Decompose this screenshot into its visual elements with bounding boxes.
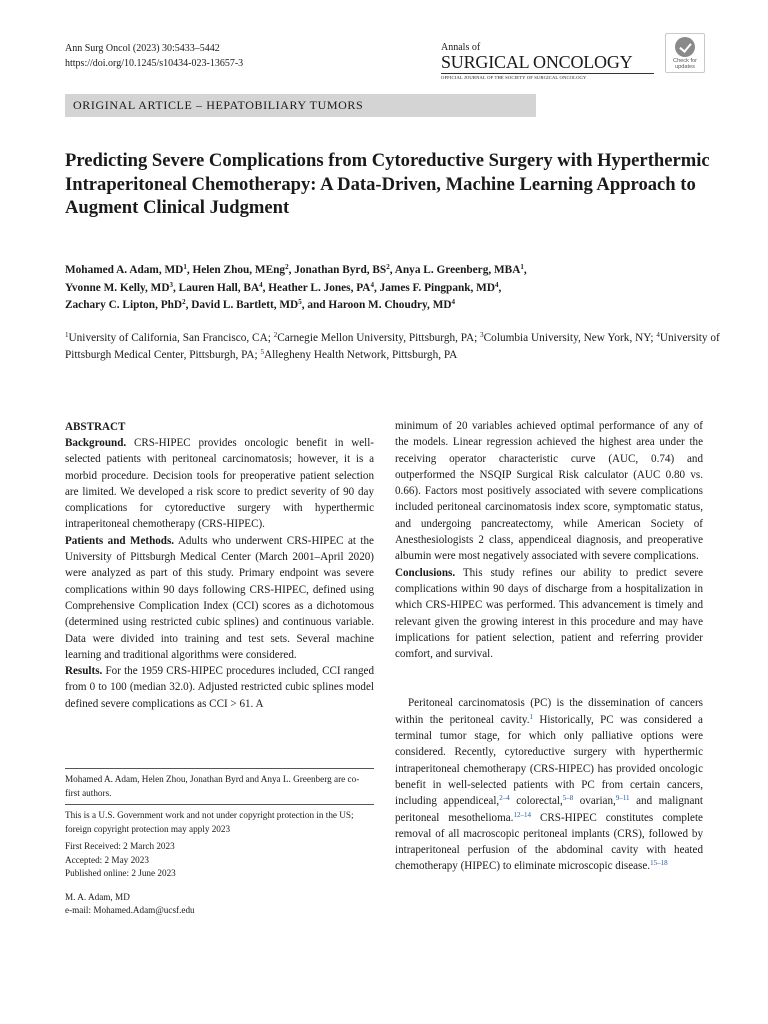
affiliation-number: 5	[260, 348, 264, 356]
journal-name-small: Annals of	[441, 42, 481, 53]
check-updates-line2: updates	[675, 64, 695, 70]
affiliation-text: Allegheny Health Network, Pittsburgh, PA	[263, 349, 458, 361]
corresponding-email[interactable]: e-mail: Mohamed.Adam@ucsf.edu	[65, 905, 195, 915]
methods-text: Adults who underwent CRS-HIPEC at the University of Pittsburgh Medical Center (March 2001–April 2020) were analyzed as part of this study. Primary endpoint was severe complications within 90 days following CRS-HIPEC, defined using Comprehensive Complication Index (CCI) scores as a dichotomous (determined using restricted cubic splines) and continuous variable. Data were divided into training and test sets. Several machine learning and traditional algorithms were considered.	[65, 534, 374, 661]
author-affiliation-marker: 2	[182, 298, 186, 306]
article-category: ORIGINAL ARTICLE – HEPATOBILIARY TUMORS	[73, 98, 364, 112]
affiliation-number: 2	[273, 331, 278, 339]
affiliation-number: 3	[480, 331, 484, 339]
affiliation-text: Columbia University, New York, NY;	[483, 332, 657, 344]
footnote-divider	[65, 768, 374, 769]
author-affiliation-marker: 2	[285, 263, 289, 271]
results-label: Results.	[65, 665, 103, 678]
received-date: First Received: 2 March 2023	[65, 841, 175, 851]
author-affiliation-marker: 4	[259, 280, 263, 289]
author-name: Heather L. Jones, PA	[268, 281, 371, 294]
check-updates-line1: Check for	[673, 58, 697, 64]
affiliation-text: Carnegie Mellon University, Pittsburgh, PA;	[277, 332, 481, 344]
abstract-methods	[65, 533, 374, 663]
affiliation-text: University of Pittsburgh Medical Center, Pittsburgh, PA;	[65, 332, 720, 361]
abstract-results-continued: minimum of 20 variables achieved optimal performance of any of the models. Linear regression achieved the highest area under the receiving operator characteristic curve (AUC, 0.74) and outperformed the NSQIP Surgical Risk calculator (AUC 0.80 vs. 0.66). Factors most positively associated with severe complications included peritoneal carcinomatosis index score, symptomatic status, and undergoing pancreatectomy, while American Society of Anesthesiologists 2 class, appendiceal diagnosis, and preoperative albumin were most negatively associated with severe complications.	[395, 420, 703, 563]
affiliation-number: 4	[656, 331, 660, 339]
author-affiliation-marker: 4	[451, 298, 456, 306]
abstract-column-right	[395, 418, 703, 875]
journal-name: SURGICAL ONCOLOGY	[441, 52, 633, 72]
abstract-background	[65, 435, 374, 533]
footnotes	[65, 768, 374, 922]
published-date: Published online: 2 June 2023	[65, 868, 176, 878]
author-name: James F. Pingpank, MD	[379, 281, 495, 294]
author-list: Mohamed A. Adam, $MD^1$, Helen Zhou, MEng$^2$, Jonathan Byrd, $BS^2$, Anya L. Greenberg, MBA$^1$, Yvonne M. Kelly, $MD^3$, Lauren Hall, $BA^4$, Heather L. Jones, $PA^4$, James F. Pingpank, $MD^4$, Zachary C. Lipton, PhD$^2$, David L. Bartlett, $MD^5$, and Haroon M. Choudry, $MD^4$	[65, 263, 527, 311]
author-name: Helen Zhou, MEng	[192, 264, 286, 276]
author-affiliation-marker: 1	[520, 263, 524, 271]
check-badge-icon	[675, 37, 695, 57]
author-affiliation-marker: 4	[370, 280, 374, 289]
citation-volume: Ann Surg Oncol (2023) 30:5433–5442	[65, 43, 220, 54]
check-updates-label	[666, 58, 704, 70]
background-text: CRS-HIPEC provides oncologic benefit in well-selected patients with peritoneal carcinomatosis; however, it is a morbid procedure. Decision tools for preoperative patient selection are limited. We developed a risk score to predict severity of 90 day complications for cytoreductive surgery with hyperthermic intraperitoneal chemotherapy (CRS-HIPEC).	[65, 437, 374, 531]
author-name: Yvonne M. Kelly, MD	[65, 281, 170, 294]
accepted-date: Accepted: 2 May 2023	[65, 854, 149, 865]
affiliation-list	[65, 330, 725, 364]
abstract-conclusions	[395, 565, 703, 663]
author-name: Haroon M. Choudry, MD	[328, 299, 452, 311]
citation-link[interactable]: 1	[529, 712, 533, 721]
author-name: Mohamed A. Adam, MD	[65, 264, 184, 276]
citation-link[interactable]: 2–4	[499, 794, 510, 803]
author-affiliation-marker: 5	[298, 298, 302, 306]
affiliation-text: University of California, San Francisco, CA;	[68, 332, 274, 344]
conclusions-label: Conclusions.	[395, 566, 456, 579]
doi-link[interactable]: https://doi.org/10.1245/s10434-023-13657-3	[65, 58, 244, 69]
conclusions-text: This study refines our ability to predict severe complications within 90 days of discharge from a hospitalization in which CRS-HIPEC was performed. This advancement is timely and relevant given the growing interest in this procedure and may have implications for patient selection, patient and referring provider comfort, and survival.	[395, 566, 703, 661]
author-name: Lauren Hall, BA	[178, 281, 260, 294]
author-name: Anya L. Greenberg, MBA	[394, 264, 521, 276]
cofirst-note: Mohamed A. Adam, Helen Zhou, Jonathan Byrd and Anya L. Greenberg are co-first authors.	[65, 774, 360, 798]
affiliation-number: 1	[65, 331, 69, 339]
author-affiliation-marker: 4	[495, 280, 499, 289]
citation-link[interactable]: 15–18	[650, 859, 668, 868]
author-name: David L. Bartlett, MD	[191, 299, 299, 311]
author-affiliation-marker: 1	[183, 263, 187, 271]
methods-label: Patients and Methods.	[65, 534, 175, 547]
citation-link[interactable]: 9–11	[615, 794, 630, 803]
dates-block	[65, 840, 374, 881]
abstract-heading: ABSTRACT	[65, 421, 126, 433]
abstract-results	[65, 663, 374, 712]
author-affiliation-marker: 2	[386, 263, 390, 271]
author-affiliation-marker: 3	[169, 280, 173, 289]
journal-logo	[441, 42, 654, 81]
correspondence-block	[65, 891, 374, 918]
citation-info	[65, 41, 243, 71]
footnote-divider	[65, 804, 374, 805]
background-label: Background.	[65, 437, 127, 449]
corresponding-author: M. A. Adam, MD	[65, 891, 130, 902]
results-text-a: For the 1959 CRS-HIPEC procedures included, CCI ranged from 0 to 100 (median 32.0). Adjusted restricted cubic splines model defined severe complications as CCI > 61. A	[65, 665, 374, 710]
citation-link[interactable]: 5–8	[562, 794, 574, 803]
author-name: Zachary C. Lipton, PhD	[65, 299, 183, 311]
copyright-note: This is a U.S. Government work and not under copyright protection in the US; foreign copyright protection may apply 2023	[65, 810, 354, 834]
introduction-paragraph: Peritoneal carcinomatosis (PC) is the dissemination of cancers within the peritoneal cavity.$^1$ Historically, PC was considered a terminal tumor stage, for which only palliative options were considered. Recently, cytoreductive surgery with hyperthermic intraperitoneal chemotherapy (CRS-HIPEC) has provided oncologic benefit in well-selected patients with PC from certain cancers, including appendiceal,$^{2-4}$ colorectal,$^{5-8}$ ovarian,$^{9-11}$ and malignant peritoneal mesothelioma.$^{12-14}$ CRS-HIPEC constitutes complete removal of all macroscopic peritoneal implants (CRS), followed by intraperitoneal perfusion of the abdominal cavity with heated chemotherapy (HIPEC) to eliminate microscopic disease.$^{15-18}$	[395, 697, 704, 873]
article-category-bar	[65, 94, 536, 117]
abstract-column-left	[65, 419, 374, 712]
author-name: Jonathan Byrd, BS	[294, 264, 387, 276]
citation-link[interactable]: 12–14	[513, 810, 531, 819]
journal-subtitle: OFFICIAL JOURNAL OF THE SOCIETY OF SURGICAL ONCOLOGY	[441, 75, 587, 80]
article-title: Predicting Severe Complications from Cytoreductive Surgery with Hyperthermic Intraperitoneal Chemotherapy: A Data-Driven, Machine Learning Approach to Augment Clinical Judgment	[65, 150, 710, 218]
check-for-updates-badge[interactable]	[665, 33, 705, 73]
